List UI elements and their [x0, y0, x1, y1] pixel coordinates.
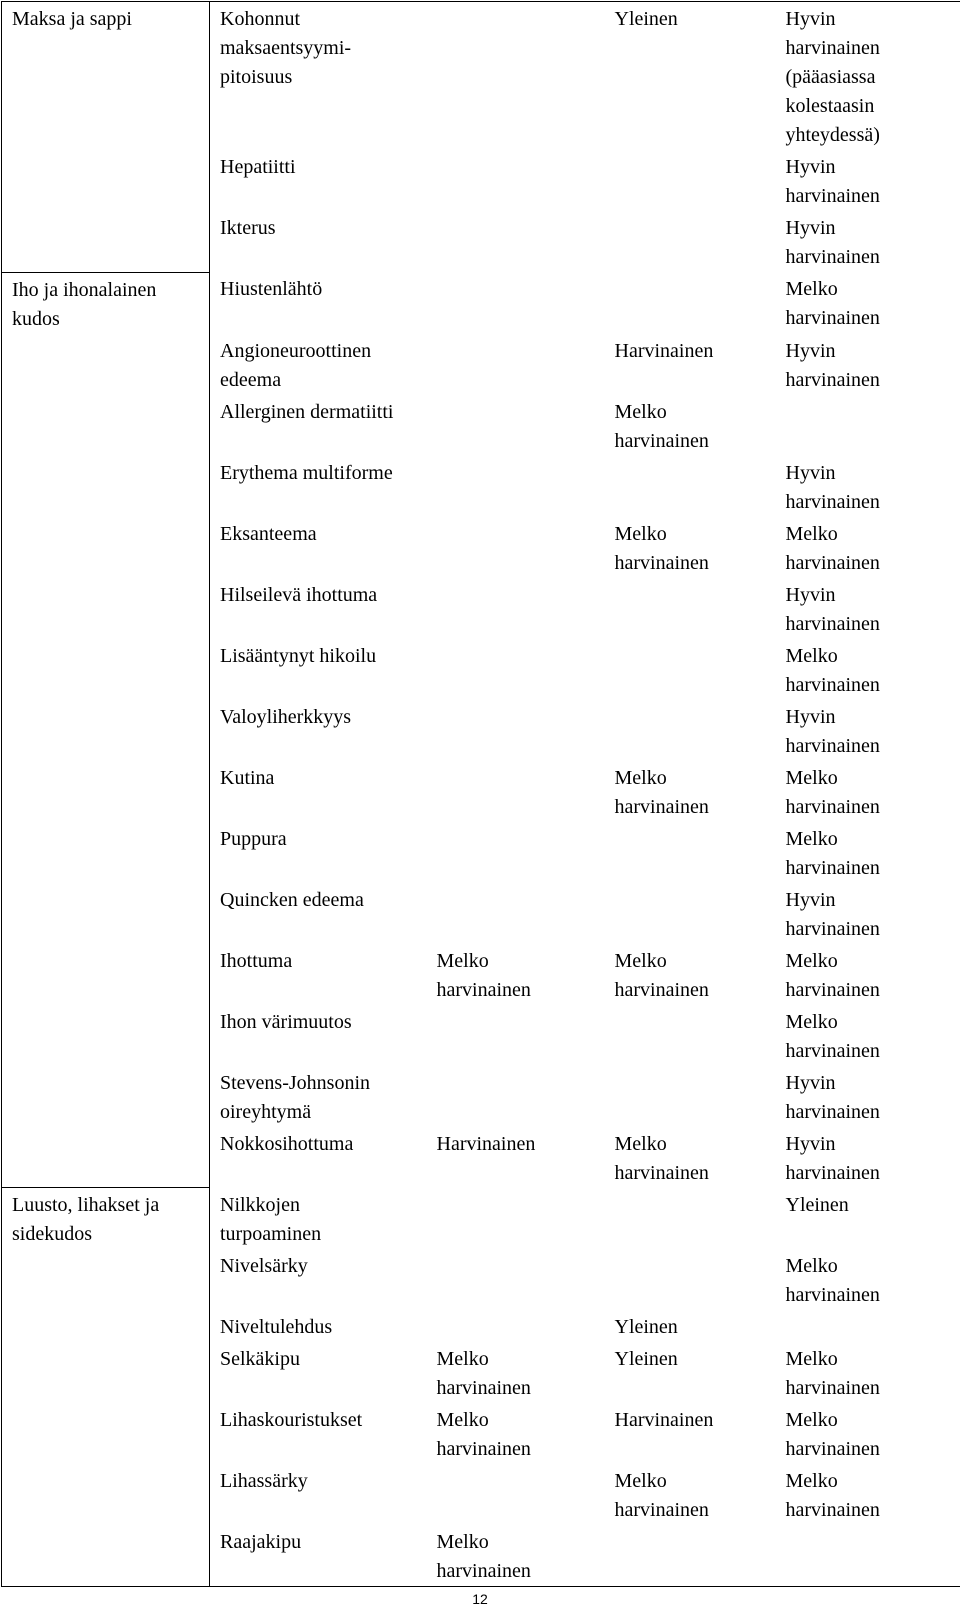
frequency-cell: [605, 700, 776, 761]
frequency-cell: Melko harvinainen: [776, 1464, 960, 1525]
organ-class-cell: [2, 1005, 210, 1066]
table-row: [2, 1342, 960, 1403]
organ-class-cell: [2, 1403, 210, 1464]
frequency-cell: Melko harvinainen: [776, 1249, 960, 1310]
organ-class-cell: [2, 1342, 210, 1403]
effect-cell: Hilseilevä ihottuma: [220, 583, 378, 606]
organ-class-cell: [2, 944, 210, 1005]
effect-cell: Hepatiitti: [220, 156, 296, 178]
effect-cell: Nokkosihottuma: [220, 1132, 354, 1155]
organ-class-cell: Luusto, lihakset ja sidekudos: [2, 1188, 210, 1250]
frequency-cell: Harvinainen: [614, 1409, 714, 1431]
table-row: [2, 1464, 960, 1525]
table-row: [2, 150, 960, 211]
frequency-cell: [427, 578, 605, 639]
frequency-cell: [776, 395, 960, 456]
frequency-cell: [605, 822, 776, 883]
effect-cell: Selkäkipu: [220, 1348, 300, 1370]
effect-cell: Eksanteema: [220, 522, 317, 545]
table-body: [2, 2, 960, 1587]
frequency-cell: [776, 1310, 960, 1342]
organ-class-cell: [2, 1310, 210, 1342]
frequency-cell: [427, 639, 605, 700]
frequency-cell: Melko harvinainen: [614, 766, 709, 818]
effect-cell: Lihaskouristukset: [220, 1409, 363, 1431]
frequency-cell: [605, 578, 776, 639]
frequency-cell: Hyvin harvinainen: [776, 334, 960, 395]
frequency-cell: [605, 211, 776, 272]
organ-class-cell: [2, 639, 210, 700]
frequency-cell: Hyvin harvinainen: [776, 1127, 960, 1188]
table-row: [2, 395, 960, 456]
frequency-cell: Hyvin harvinainen: [776, 883, 960, 944]
effect-cell: Lihassärky: [220, 1470, 308, 1492]
table-row: [2, 456, 960, 517]
table-row: [2, 1525, 960, 1587]
table-row: [2, 334, 960, 395]
frequency-cell: Melko harvinainen: [776, 1403, 960, 1464]
frequency-cell: [427, 517, 605, 578]
adverse-effects-table: [1, 1, 960, 1587]
frequency-cell: Melko harvinainen: [776, 517, 960, 578]
frequency-cell: [427, 395, 605, 456]
effect-cell: Stevens-Johnsonin oireyhtymä: [220, 1071, 370, 1123]
frequency-cell: [427, 1066, 605, 1127]
effect-cell: Nilkkojen turpoaminen: [220, 1193, 322, 1245]
effect-cell: Hiustenlähtö: [220, 278, 323, 300]
effect-cell: Niveltulehdus: [220, 1316, 333, 1338]
table-row: [2, 944, 960, 1005]
frequency-cell: [605, 150, 776, 211]
frequency-cell: [427, 2, 605, 151]
frequency-cell: Yleinen: [605, 2, 776, 151]
table-row: [2, 639, 960, 700]
effect-cell: Quincken edeema: [220, 888, 364, 911]
frequency-cell: [427, 1464, 605, 1525]
frequency-cell: [605, 639, 776, 700]
frequency-cell: [427, 822, 605, 883]
frequency-cell: Yleinen: [614, 1348, 678, 1370]
frequency-cell: [605, 1066, 776, 1127]
frequency-cell: Hyvin harvinainen: [776, 150, 960, 211]
frequency-cell: Melko harvinainen: [427, 1525, 605, 1587]
effect-cell: Ihottuma: [220, 949, 293, 972]
table-row: [2, 2, 960, 151]
effect-cell: Ihon värimuutos: [220, 1010, 352, 1033]
frequency-cell: [605, 1005, 776, 1066]
frequency-cell: Melko harvinainen: [776, 1005, 960, 1066]
table-row: [2, 1403, 960, 1464]
frequency-cell: [427, 761, 605, 822]
effect-cell: Puppura: [220, 827, 287, 850]
frequency-cell: Hyvin harvinainen: [776, 211, 960, 272]
organ-class-cell: [2, 395, 210, 456]
table-row: [2, 517, 960, 578]
organ-class-cell: [2, 883, 210, 944]
organ-class-cell: [2, 700, 210, 761]
frequency-cell: [605, 1525, 776, 1587]
effect-cell: Valoyliherkkyys: [220, 705, 352, 728]
frequency-cell: [427, 211, 605, 272]
table-row: [2, 1005, 960, 1066]
table-row: [2, 1188, 960, 1250]
frequency-cell: [605, 883, 776, 944]
frequency-cell: Melko harvinainen: [436, 949, 531, 1001]
frequency-cell: [427, 272, 605, 334]
frequency-cell: Harvinainen: [436, 1132, 536, 1155]
frequency-cell: Melko harvinainen: [776, 272, 960, 334]
frequency-cell: Yleinen: [776, 1188, 960, 1250]
organ-class-cell: [2, 211, 210, 272]
organ-class-cell: Iho ja ihonalainen kudos: [2, 272, 210, 334]
frequency-cell: Melko harvinainen: [614, 522, 709, 574]
frequency-cell: [605, 272, 776, 334]
frequency-cell: Hyvin harvinainen: [776, 456, 960, 517]
frequency-cell: [427, 456, 605, 517]
table-row: [2, 1127, 960, 1188]
organ-class-cell: [2, 578, 210, 639]
table-row: [2, 578, 960, 639]
effect-cell: Lisääntynyt hikoilu: [220, 644, 377, 667]
organ-class-cell: [2, 517, 210, 578]
frequency-cell: Harvinainen: [614, 339, 714, 362]
table-row: [2, 700, 960, 761]
frequency-cell: Melko harvinainen: [614, 400, 709, 452]
frequency-cell: Melko harvinainen: [776, 822, 960, 883]
table-row: [2, 1066, 960, 1127]
frequency-cell: Melko harvinainen: [614, 1132, 709, 1184]
table-row: [2, 211, 960, 272]
frequency-cell: Melko harvinainen: [436, 1409, 531, 1460]
frequency-cell: [427, 883, 605, 944]
table-row: [2, 761, 960, 822]
table-row: [2, 1249, 960, 1310]
frequency-cell: Hyvin harvinainen: [776, 1066, 960, 1127]
frequency-cell: [605, 1249, 776, 1310]
table-row: [2, 272, 960, 334]
frequency-cell: Hyvin harvinainen (pääasiassa kolestaasin yhteydessä): [776, 2, 960, 151]
frequency-cell: [427, 150, 605, 211]
frequency-cell: [427, 1310, 605, 1342]
frequency-cell: [776, 1525, 960, 1587]
organ-class-cell: [2, 334, 210, 395]
organ-class-cell: [2, 456, 210, 517]
frequency-cell: [427, 334, 605, 395]
frequency-cell: [605, 456, 776, 517]
organ-class-cell: [2, 761, 210, 822]
frequency-cell: Hyvin harvinainen: [776, 578, 960, 639]
frequency-cell: Melko harvinainen: [614, 1470, 709, 1521]
organ-class-cell: [2, 1249, 210, 1310]
organ-class-cell: [2, 1525, 210, 1587]
frequency-cell: Melko harvinainen: [776, 639, 960, 700]
organ-class-cell: Maksa ja sappi: [2, 2, 210, 151]
effect-cell: Erythema multiforme: [220, 461, 393, 484]
organ-class-cell: [2, 822, 210, 883]
organ-class-cell: [2, 150, 210, 211]
effect-cell: Kohonnut maksaentsyymi- pitoisuus: [210, 2, 427, 151]
table-row: [2, 1310, 960, 1342]
organ-class-cell: [2, 1127, 210, 1188]
frequency-cell: Melko harvinainen: [436, 1348, 531, 1399]
effect-cell: Nivelsärky: [220, 1255, 308, 1277]
frequency-cell: [427, 1188, 605, 1250]
effect-cell: Raajakipu: [210, 1525, 427, 1587]
table-row: [2, 883, 960, 944]
frequency-cell: Yleinen: [614, 1316, 678, 1338]
frequency-cell: Melko harvinainen: [776, 761, 960, 822]
frequency-cell: [427, 1005, 605, 1066]
frequency-cell: [427, 1249, 605, 1310]
effect-cell: Angioneuroottinen edeema: [220, 339, 372, 391]
frequency-cell: Hyvin harvinainen: [776, 700, 960, 761]
frequency-cell: [427, 700, 605, 761]
frequency-cell: Melko harvinainen: [614, 949, 709, 1001]
frequency-cell: Melko harvinainen: [776, 1342, 960, 1403]
organ-class-cell: [2, 1464, 210, 1525]
page-number: 12: [472, 1591, 488, 1607]
effect-cell: Kutina: [220, 766, 275, 789]
organ-class-cell: [2, 1066, 210, 1127]
effect-cell: Allerginen dermatiitti: [220, 400, 394, 423]
frequency-cell: Melko harvinainen: [776, 944, 960, 1005]
frequency-cell: [605, 1188, 776, 1250]
table-row: [2, 822, 960, 883]
effect-cell: Ikterus: [220, 217, 276, 239]
